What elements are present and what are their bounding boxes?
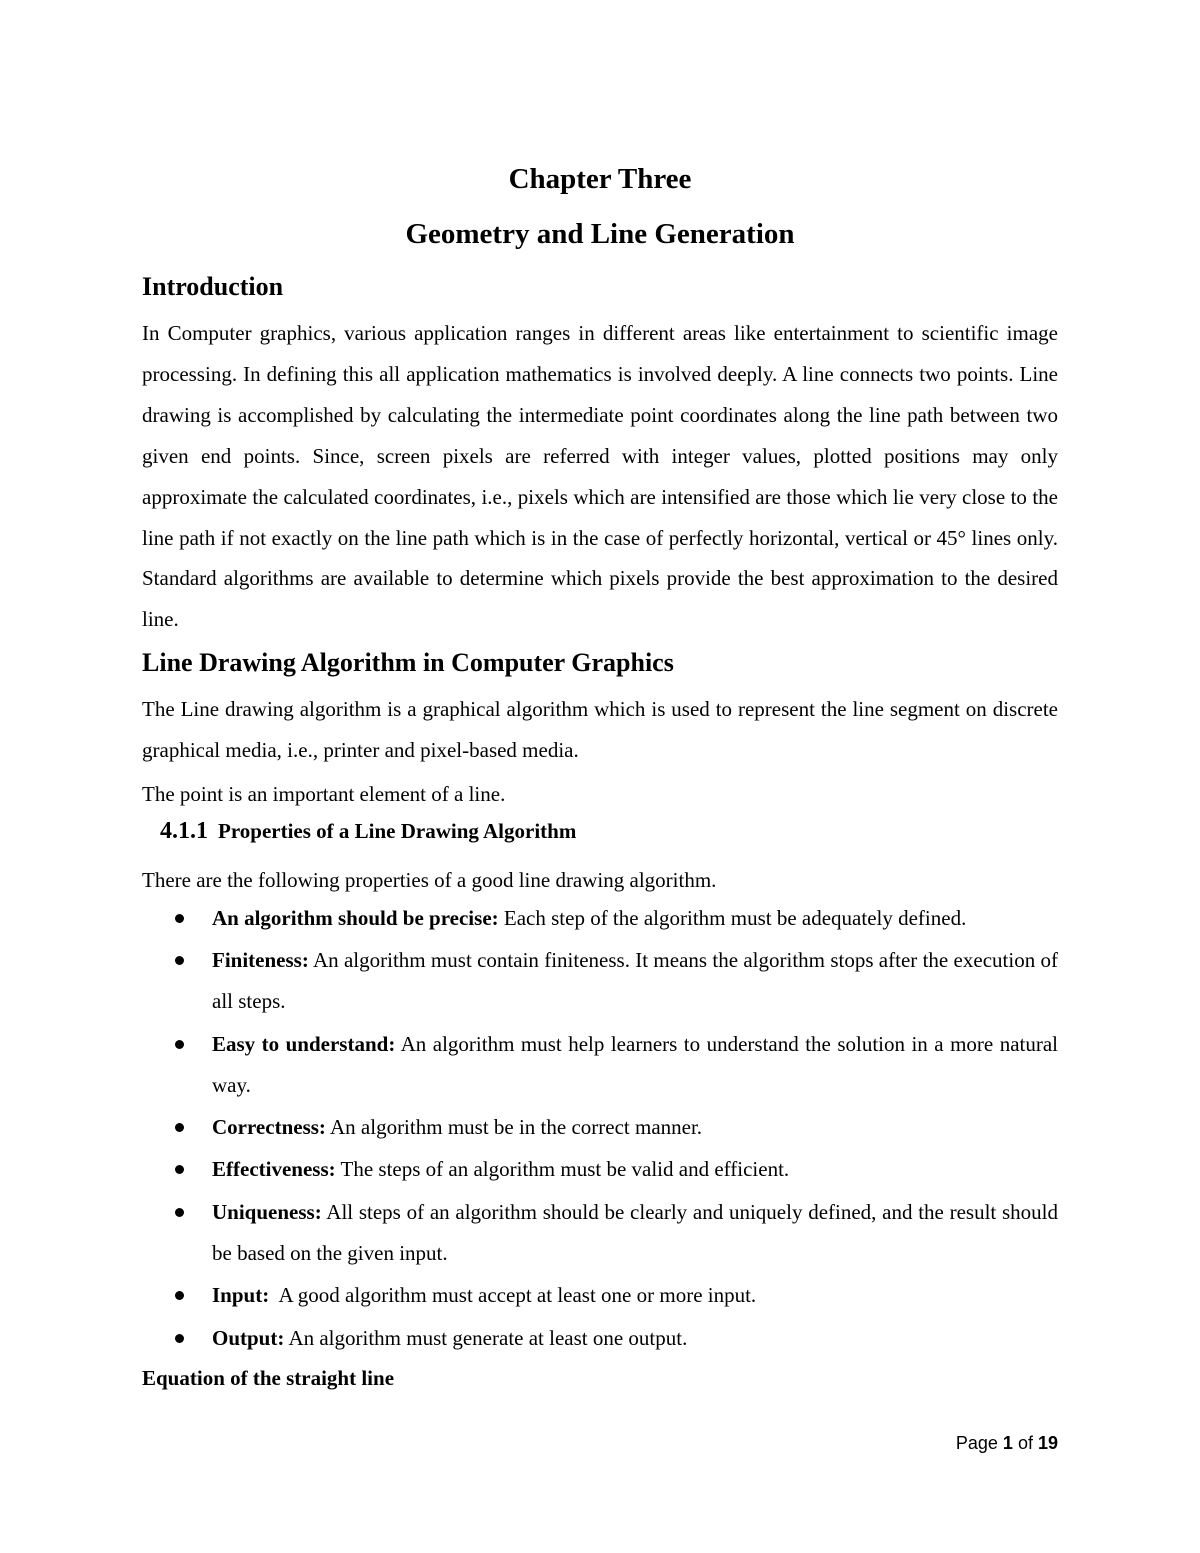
introduction-paragraph: In Computer graphics, various application ranges in different areas like entertainment to scientific image processing. In defining this all application mathematics is involved deeply. A line connects two points. Line drawing is accomplished by calculating the intermediate point coordinates along the line path between two given end points. Since, screen pixels are referred with integer values, plotted positions may only approximate the calculated coordinates, i.e., pixels which are intensified are those which lie very close to the line path if not exactly on the line path which is in the case of perfectly horizontal, vertical or 45° lines only. Standard algorithms are available to determine which pixels provide the best approximation to the desired line. <box>142 321 1058 632</box>
bullet-icon <box>175 1291 184 1300</box>
bullet-icon <box>175 1040 184 1049</box>
list-item <box>142 1192 1058 1274</box>
property-text: An algorithm must be in the correct manner. <box>325 1115 703 1140</box>
point-note-paragraph: The point is an important element of a line. <box>142 782 506 806</box>
bullet-icon <box>175 1208 184 1217</box>
property-text: Each step of the algorithm must be adequately defined. <box>498 906 967 930</box>
introduction-heading: Introduction <box>142 272 284 301</box>
page-word: Page <box>955 1433 998 1453</box>
property-text: All steps of an algorithm should be clearly and uniquely defined, and the result should be based on the given input. <box>212 1199 1058 1265</box>
of-word: of <box>1017 1433 1033 1453</box>
bullet-icon <box>175 956 184 965</box>
chapter-title: Geometry and Line Generation <box>405 218 795 250</box>
page-footer <box>956 1433 1058 1454</box>
list-item <box>142 1149 1058 1190</box>
property-text: An algorithm must help learners to understand the solution in a more natural way. <box>212 1031 1059 1097</box>
property-term: Finiteness: <box>212 948 309 973</box>
property-text: An algorithm must generate at least one output. <box>284 1325 688 1350</box>
properties-intro: There are the following properties of a good line drawing algorithm. <box>142 868 717 892</box>
list-item <box>142 1107 1058 1148</box>
equation-heading: Equation of the straight line <box>142 1366 395 1390</box>
list-item <box>142 940 1058 1022</box>
bullet-icon <box>175 1165 184 1174</box>
list-item <box>142 1275 1058 1316</box>
total-pages: 19 <box>1037 1433 1058 1453</box>
chapter-heading: Chapter Three <box>508 163 692 195</box>
property-text: An algorithm must contain finiteness. It means the algorithm stops after the execution of all steps. <box>212 948 1058 1014</box>
page-number: 1 <box>1002 1433 1013 1453</box>
list-item <box>142 898 1058 939</box>
properties-subheading <box>160 818 576 845</box>
property-term: Uniqueness: <box>212 1199 322 1224</box>
property-term: An algorithm should be precise: <box>212 906 499 930</box>
properties-heading-text: Properties of a Line Drawing Algorithm <box>218 819 577 843</box>
bullet-icon <box>175 914 184 923</box>
list-item <box>142 1024 1058 1106</box>
property-term: Correctness: <box>212 1115 326 1140</box>
bullet-icon <box>175 1334 184 1343</box>
list-item <box>142 1318 1058 1359</box>
property-term: Input: <box>212 1283 270 1308</box>
property-term: Output: <box>212 1325 285 1350</box>
line-drawing-paragraph: The Line drawing algorithm is a graphical algorithm which is used to represent the line segment on discrete graphical media, i.e., printer and pixel-based media. <box>142 697 1058 762</box>
bullet-icon <box>175 1123 184 1132</box>
property-text: The steps of an algorithm must be valid and efficient. <box>335 1157 790 1182</box>
property-term: Easy to understand: <box>212 1031 396 1056</box>
line-drawing-heading: Line Drawing Algorithm in Computer Graphics <box>142 648 674 677</box>
section-number: 4.1.1 <box>160 818 208 844</box>
property-text: A good algorithm must accept at least one or more input. <box>269 1283 757 1308</box>
properties-list <box>142 898 1058 1360</box>
property-term: Effectiveness: <box>212 1157 336 1182</box>
